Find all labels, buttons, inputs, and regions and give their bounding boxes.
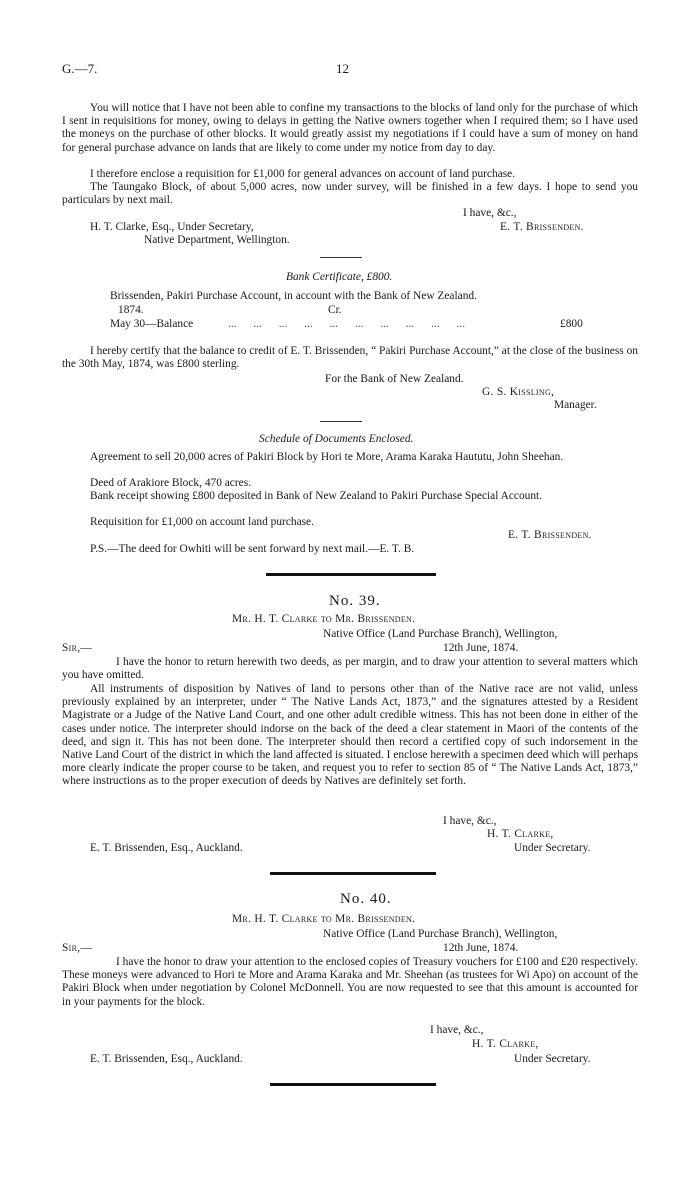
letter-40-from-to: Mr. H. T. Clarke to Mr. Brissenden. <box>232 913 416 925</box>
letter-40-closing: I have, &c., <box>430 1024 484 1036</box>
bank-account-line: Brissenden, Pakiri Purchase Account, in account with the Bank of New Zealand. <box>110 290 477 302</box>
letter1-paragraph-3: The Taungako Block, of about 5,000 acres, now under survey, will be finished in a few days. I hope to send you particulars by next mail. <box>62 181 638 207</box>
letter-separator-rule <box>270 1083 436 1086</box>
letter-39-office: Native Office (Land Purchase Branch), Wellington, <box>323 628 558 640</box>
bank-certificate-title: Bank Certificate, £800. <box>286 271 393 283</box>
letter-40-office: Native Office (Land Purchase Branch), Wellington, <box>323 928 558 940</box>
letter-40-signer-title: Under Secretary. <box>514 1053 591 1065</box>
letter-39-addressee: E. T. Brissenden, Esq., Auckland. <box>90 842 243 854</box>
schedule-title: Schedule of Documents Enclosed. <box>259 433 414 445</box>
letter-39-salutation: Sir,— <box>62 642 93 654</box>
letter-40-addressee: E. T. Brissenden, Esq., Auckland. <box>90 1053 243 1065</box>
schedule-item-1: Agreement to sell 20,000 acres of Pakiri Block by Hori te More, Arama Karaka Haututu, John Sheehan. <box>90 451 564 463</box>
letter1-addressee-line1: H. T. Clarke, Esq., Under Secretary, <box>90 221 254 233</box>
letter-39-signer: H. T. Clarke, <box>487 828 554 840</box>
letter-separator-rule <box>266 573 436 576</box>
schedule-item-2: Deed of Arakiore Block, 470 acres. <box>90 477 251 489</box>
letter1-addressee-line2: Native Department, Wellington. <box>144 234 290 246</box>
page-number: 12 <box>336 61 349 76</box>
bank-entry-label: May 30—Balance <box>110 318 194 330</box>
bank-signer-title: Manager. <box>554 399 597 411</box>
bank-year: 1874. <box>118 304 144 316</box>
bank-for-line: For the Bank of New Zealand. <box>325 373 464 385</box>
bank-certify-text: I hereby certify that the balance to credit of E. T. Brissenden, “ Pakiri Purchase Account,” at the close of the business on the 30th May, 1874, was £800 sterling. <box>62 345 638 371</box>
letter-39-paragraph-1: I have the honor to return herewith two deeds, as per margin, and to draw your attention to several matters which you have omitted. <box>62 656 638 682</box>
letter1-signature: E. T. Brissenden. <box>500 221 584 233</box>
schedule-postscript: P.S.—The deed for Owhiti will be sent forward by next mail.—E. T. B. <box>90 543 415 555</box>
letter1-paragraph-1: You will notice that I have not been able to confine my transactions to the blocks of land only for the purchase of which I sent in requisitions for money, owing to delays in getting the Native owners together when I required them; so I have used the moneys on the purchase of other blocks. It would greatly assist my negotiations if I could have a sum of money on hand for general purchase advance on lands that are likely to come under my notice from day to day. <box>62 102 638 154</box>
letter-40-date: 12th June, 1874. <box>443 942 519 954</box>
letter-40-number: No. 40. <box>340 891 392 907</box>
letter-39-paragraph-2: All instruments of disposition by Natives of land to persons other than of the Native race are not valid, unless previously explained by an interpreter, under “ The Native Lands Act, 1873,” and the signatures attested by a Resident Magistrate or a Judge of the Native Land Court, and one other adult credible witness. This has not been done in either of the cases under notice. The interpreter should indorse on the back of the deed a clear statement in Maori of the contents of the deed, and sign it. This has not been done. The interpreter should then record a certified copy of such indorsement in the Native Land Court of the district in which the land affected is situated. I enclose herewith a specimen deed which will perhaps more clearly indicate the proper course to be taken, and request you to refer to section 85 of “ The Native Lands Act, 1873,” where instructions as to the proper execution of deeds by Natives are definitely set forth. <box>62 683 638 788</box>
letter1-paragraph-2: I therefore enclose a requisition for £1,000 for general advances on account of land purchase. <box>90 168 516 180</box>
bank-entry-amount: £800 <box>560 318 583 330</box>
bank-cr-label: Cr. <box>328 304 342 316</box>
letter-39-closing: I have, &c., <box>443 815 497 827</box>
letter-40-signer: H. T. Clarke, <box>472 1038 539 1050</box>
schedule-signature: E. T. Brissenden. <box>508 529 592 541</box>
schedule-item-4: Requisition for £1,000 on account land purchase. <box>90 516 314 528</box>
letter-39-signer-title: Under Secretary. <box>514 842 591 854</box>
letter-separator-rule <box>270 872 436 875</box>
letter-39-number: No. 39. <box>329 593 381 609</box>
letter1-closing: I have, &c., <box>463 207 517 219</box>
bank-signer: G. S. Kissling, <box>482 386 555 398</box>
section-divider <box>320 421 362 422</box>
section-divider <box>320 257 362 258</box>
letter-39-date: 12th June, 1874. <box>443 642 519 654</box>
letter-39-from-to: Mr. H. T. Clarke to Mr. Brissenden. <box>232 613 416 625</box>
letter-40-paragraph-1: I have the honor to draw your attention to the enclosed copies of Treasury vouchers for £100 and £20 respectively. These moneys were advanced to Hori te More and Arama Karaka and Mr. Sheehan (as trustees for Wi Apo) on account of the Pakiri Block when under negotiation by Colonel McDonnell. You are now requested to see that this amount is accounted for in your payments for the block. <box>62 956 638 1008</box>
letter-40-salutation: Sir,— <box>62 942 93 954</box>
schedule-item-3: Bank receipt showing £800 deposited in Bank of New Zealand to Pakiri Purchase Special Account. <box>90 490 543 502</box>
doc-reference: G.—7. <box>62 61 98 76</box>
bank-entry-leader-dots: ... ... ... ... ... ... ... ... ... ... <box>228 318 466 330</box>
